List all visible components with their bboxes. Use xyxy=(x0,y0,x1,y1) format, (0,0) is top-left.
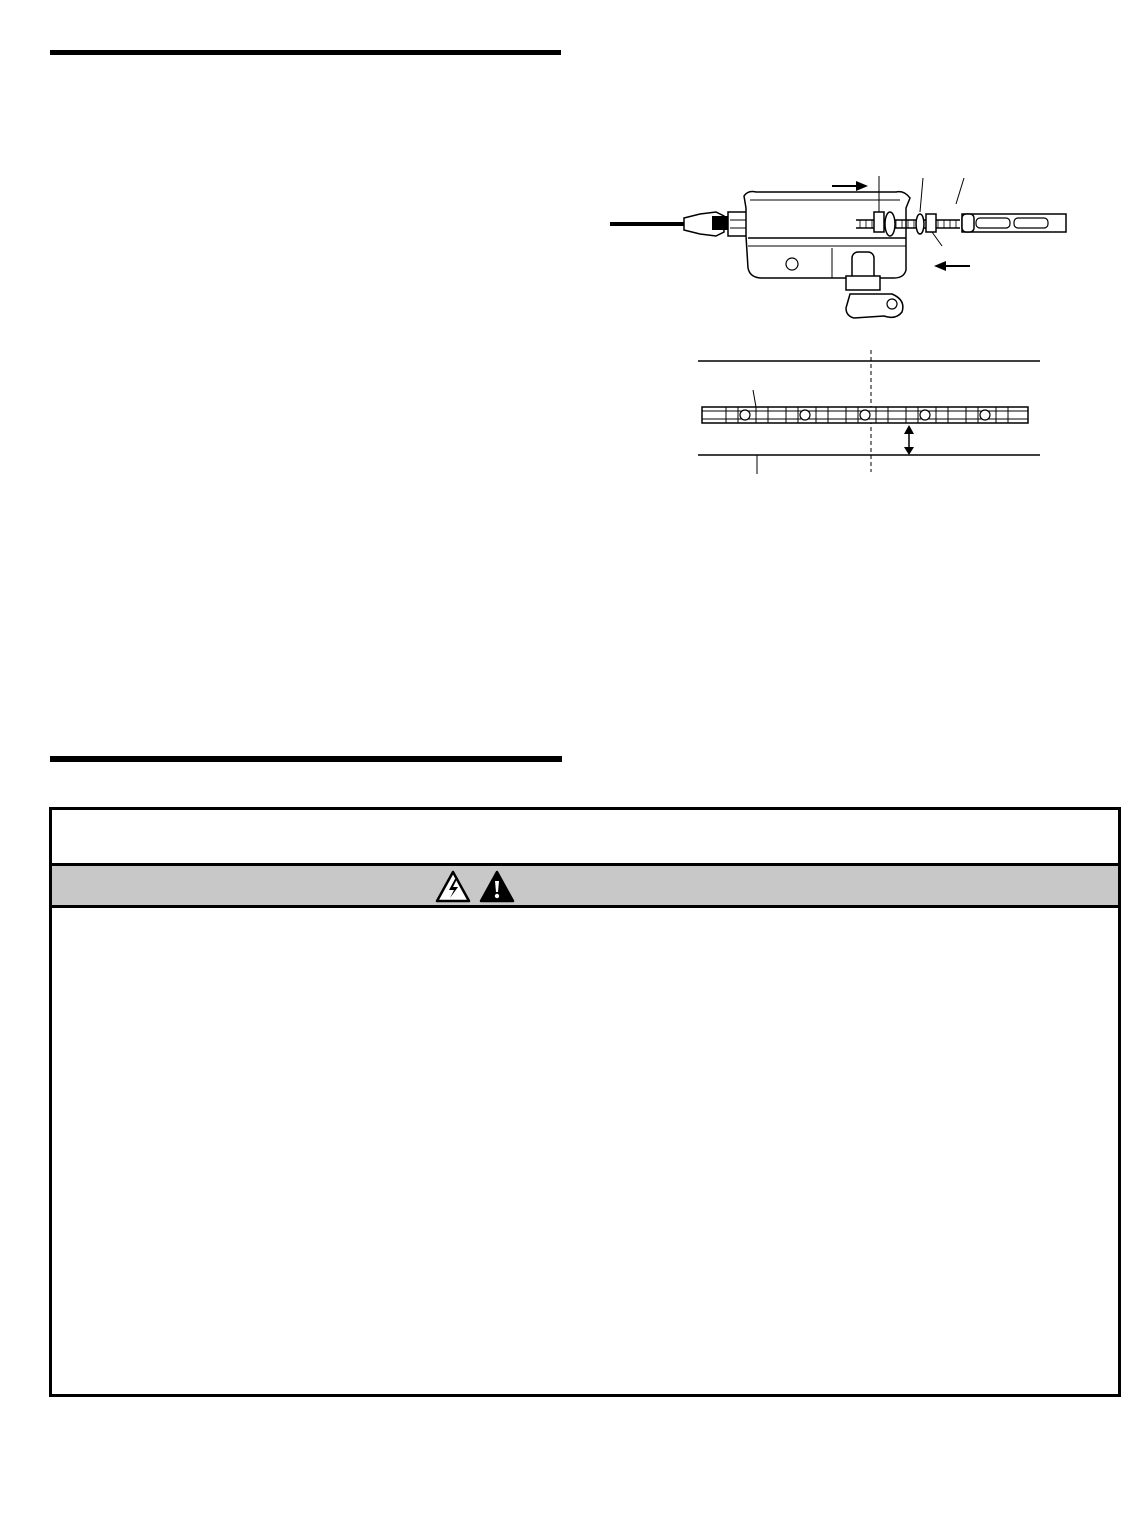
warning-banner xyxy=(52,863,1118,908)
trolley-adjustment-diagram xyxy=(600,160,1080,330)
caution-exclamation-icon xyxy=(479,870,515,903)
chain-links xyxy=(702,407,1028,423)
section-rule-top xyxy=(50,50,561,55)
warning-header xyxy=(52,810,1118,863)
warning-content xyxy=(52,908,1118,1394)
electric-shock-warning-icon xyxy=(435,870,471,903)
section-rule-middle xyxy=(50,756,562,762)
chain-slack-diagram xyxy=(690,350,1050,480)
warning-box xyxy=(49,807,1121,1397)
